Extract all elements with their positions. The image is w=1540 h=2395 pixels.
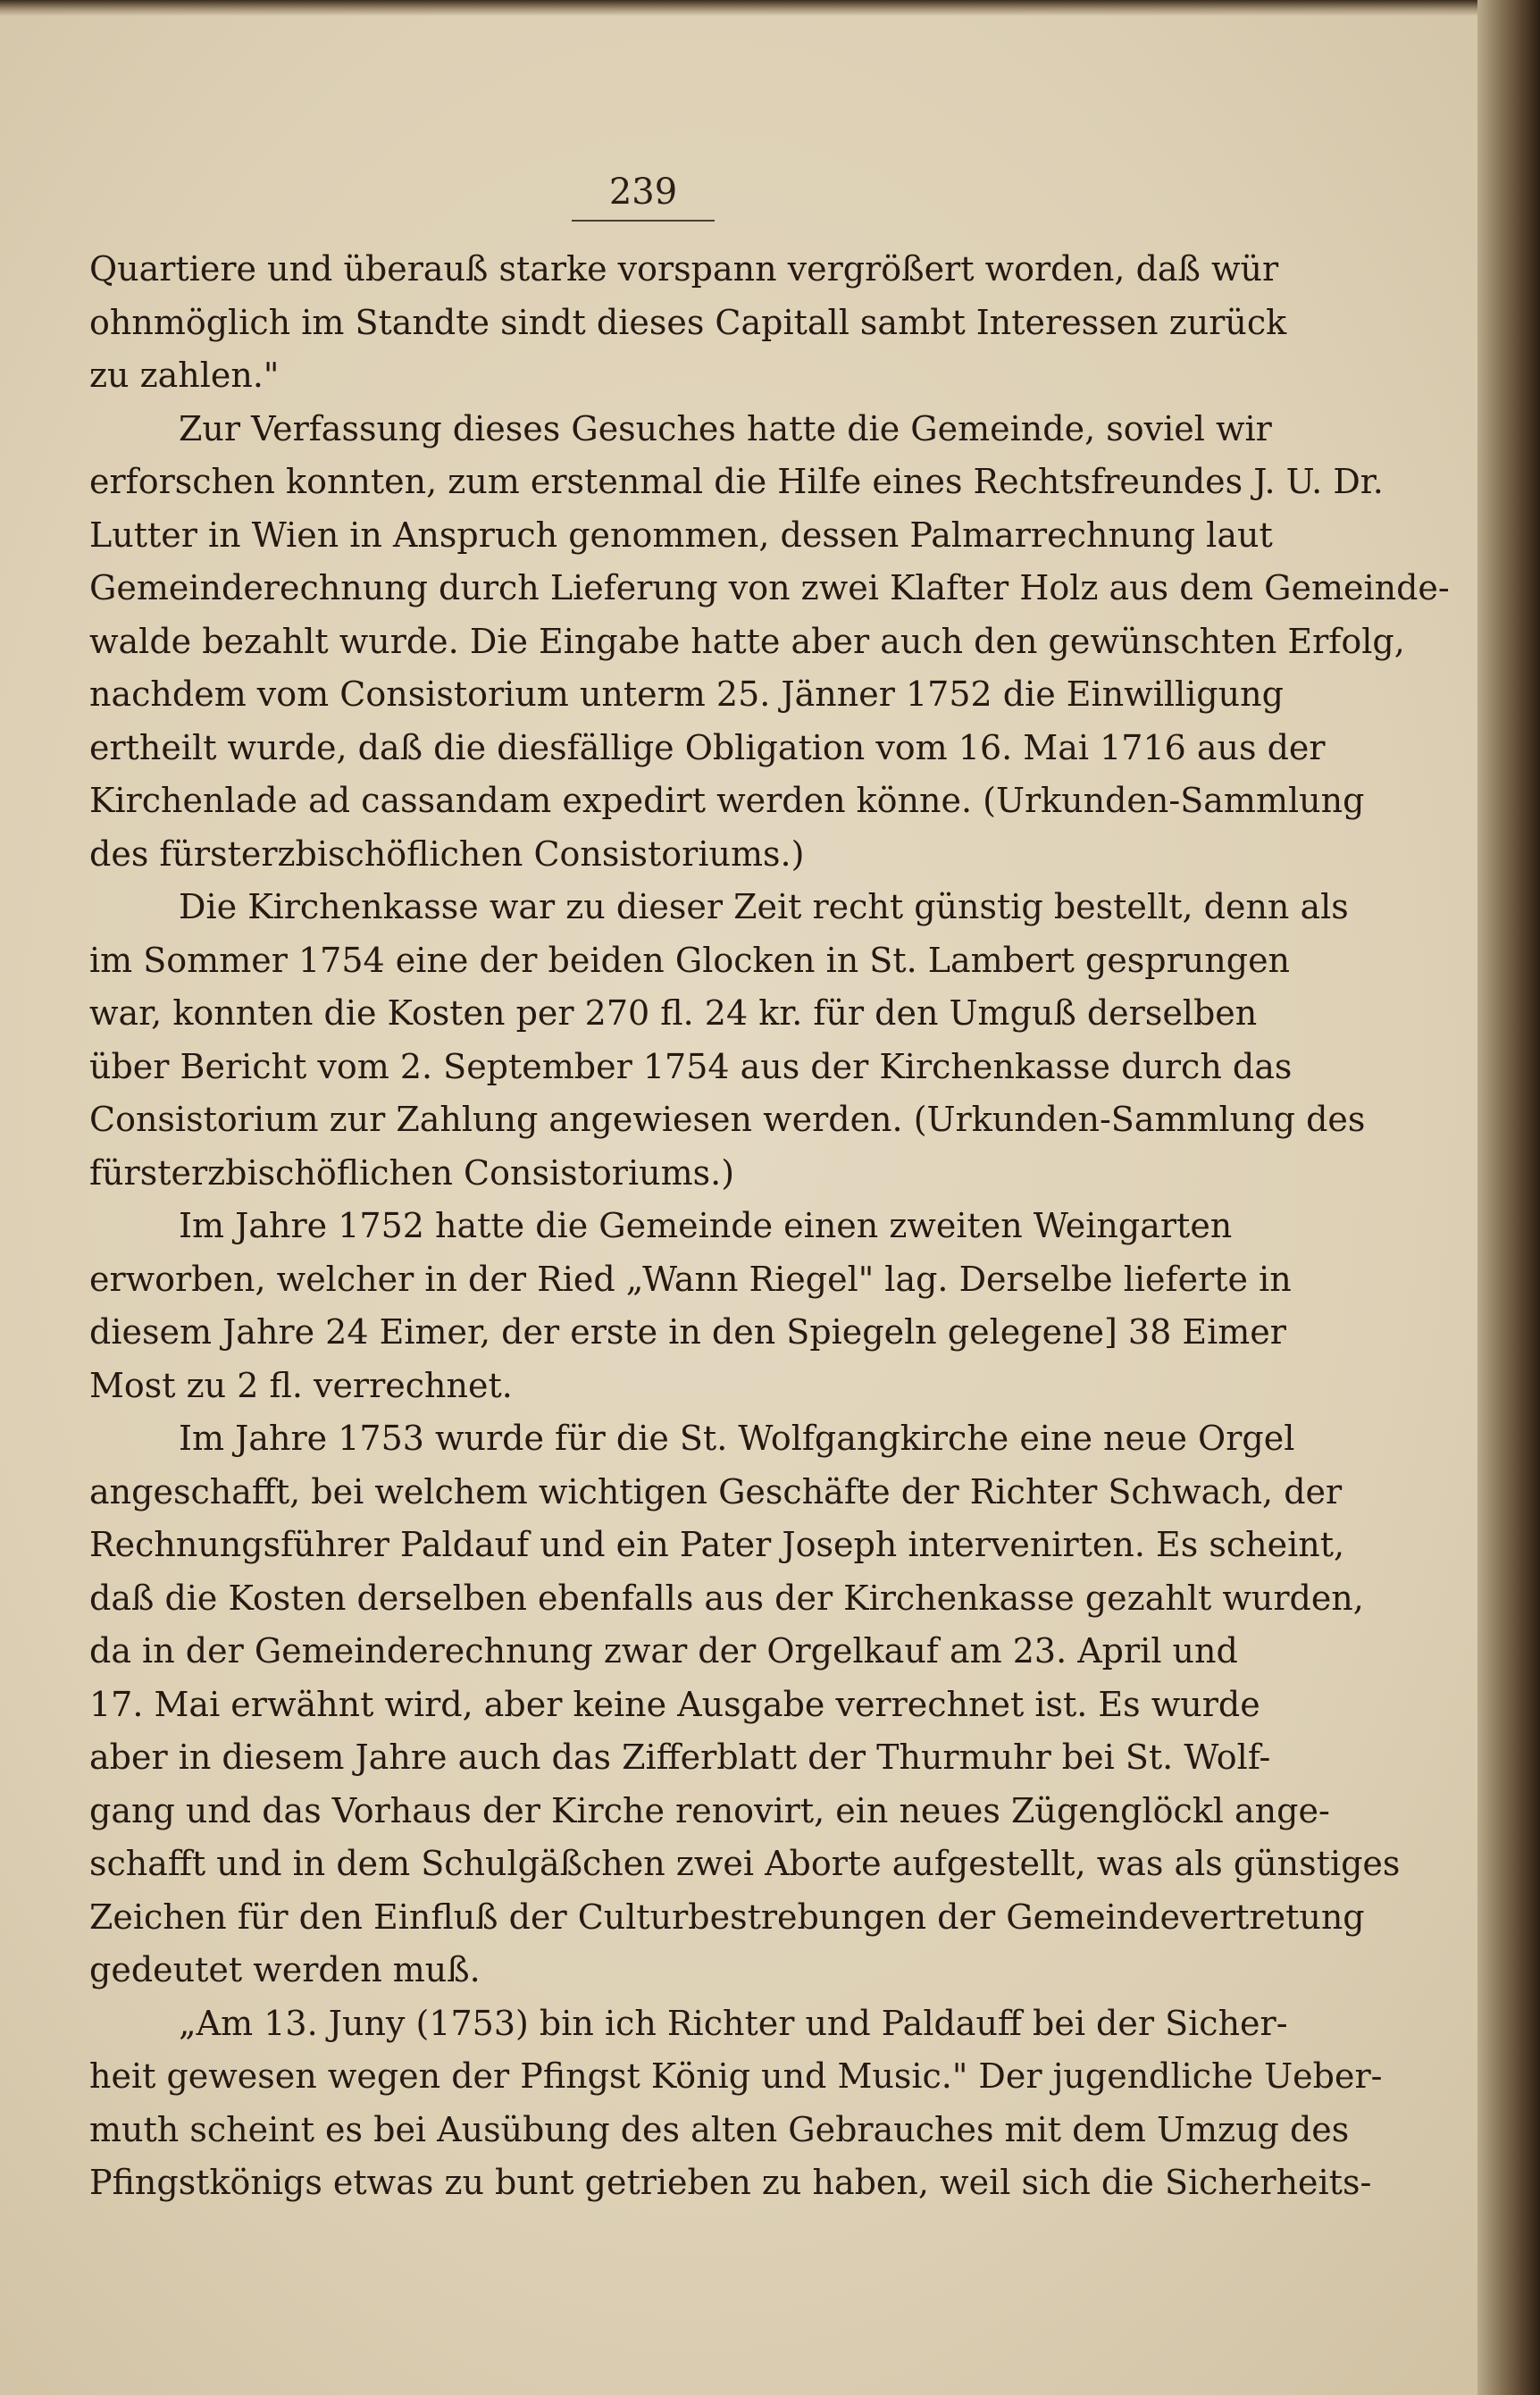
text-line: Lutter in Wien in Anspruch genommen, dessen Palmarrechnung laut	[89, 515, 1273, 555]
text-line: war, konnten die Kosten per 270 fl. 24 kr. für den Umguß derselben	[89, 993, 1258, 1033]
text-line: muth scheint es bei Ausübung des alten Gebrauches mit dem Umzug des	[89, 2109, 1350, 2149]
text-line: Pfingstkönigs etwas zu bunt getrieben zu haben, weil sich die Sicherheits-	[89, 2163, 1372, 2202]
text-line: „Am 13. Juny (1753) bin ich Richter und Paldauff bei der Sicher-	[179, 2003, 1288, 2043]
text-line: Consistorium zur Zahlung angewiesen werden. (Urkunden-Sammlung des	[89, 1100, 1366, 1139]
text-line: Zeichen für den Einfluß der Culturbestrebungen der Gemeindevertretung	[89, 1897, 1365, 1937]
text-line: gang und das Vorhaus der Kirche renovirt, ein neues Zügenglöckl ange-	[89, 1790, 1330, 1830]
text-line: da in der Gemeinderechnung zwar der Orgelkauf am 23. April und	[89, 1631, 1238, 1671]
text-line: daß die Kosten derselben ebenfalls aus der Kirchenkasse gezahlt wurden,	[89, 1578, 1364, 1618]
text-line: über Bericht vom 2. September 1754 aus der Kirchenkasse durch das	[89, 1046, 1293, 1086]
text-line: Im Jahre 1753 wurde für die St. Wolfgangkirche eine neue Orgel	[179, 1419, 1295, 1458]
text-line: Quartiere und überauß starke vorspann vergrößert worden, daß wür	[89, 249, 1279, 289]
text-line: Rechnungsführer Paldauf und ein Pater Joseph intervenirten. Es scheint,	[89, 1525, 1345, 1564]
text-line: Most zu 2 fl. verrechnet.	[89, 1365, 513, 1405]
text-line: schafft und in dem Schulgäßchen zwei Aborte aufgestellt, was als günstiges	[89, 1844, 1401, 1883]
page-number: 239	[608, 172, 678, 213]
text-line: Die Kirchenkasse war zu dieser Zeit recht günstig bestellt, denn als	[179, 887, 1349, 926]
text-line: ohnmöglich im Standte sindt dieses Capitall sambt Interessen zurück	[89, 302, 1287, 342]
text-line: ertheilt wurde, daß die diesfällige Obligation vom 16. Mai 1716 aus der	[89, 727, 1326, 767]
text-line: aber in diesem Jahre auch das Zifferblatt der Thurmuhr bei St. Wolf-	[89, 1738, 1271, 1777]
text-line: erforschen konnten, zum erstenmal die Hilfe eines Rechtsfreundes J. U. Dr.	[89, 462, 1384, 501]
text-line: Kirchenlade ad cassandam expedirt werden könne. (Urkunden-Sammlung	[89, 781, 1365, 820]
text-line: Zur Verfassung dieses Gesuches hatte die Gemeinde, soviel wir	[179, 408, 1272, 448]
text-line: 17. Mai erwähnt wird, aber keine Ausgabe verrechnet ist. Es wurde	[89, 1684, 1260, 1724]
header-rule	[572, 220, 715, 222]
page-edge-shadow	[1477, 0, 1540, 2395]
page-top-shadow	[0, 0, 1540, 16]
text-line: nachdem vom Consistorium unterm 25. Jänner 1752 die Einwilligung	[89, 674, 1284, 714]
text-line: Gemeinderechnung durch Lieferung von zwei Klafter Holz aus dem Gemeinde-	[89, 568, 1450, 607]
text-line: des fürsterzbischöflichen Consistoriums.)	[89, 833, 805, 874]
body-text	[89, 243, 1450, 2210]
text-line: walde bezahlt wurde. Die Eingabe hatte aber auch den gewünschten Erfolg,	[89, 621, 1405, 661]
text-line: im Sommer 1754 eine der beiden Glocken in St. Lambert gesprungen	[89, 940, 1291, 980]
text-line: zu zahlen."	[89, 356, 280, 395]
text-line: erworben, welcher in der Ried „Wann Riegel" lag. Derselbe lieferte in	[89, 1259, 1292, 1299]
text-line: fürsterzbischöflichen Consistoriums.)	[89, 1152, 735, 1193]
text-line: gedeutet werden muß.	[89, 1950, 481, 1989]
text-line: heit gewesen wegen der Pfingst König und Music." Der jugendliche Ueber-	[89, 2056, 1383, 2096]
text-line: angeschafft, bei welchem wichtigen Geschäfte der Richter Schwach, der	[89, 1471, 1343, 1512]
text-line: Im Jahre 1752 hatte die Gemeinde einen zweiten Weingarten	[179, 1206, 1233, 1245]
text-line: diesem Jahre 24 Eimer, der erste in den Spiegeln gelegene] 38 Eimer	[89, 1312, 1286, 1352]
